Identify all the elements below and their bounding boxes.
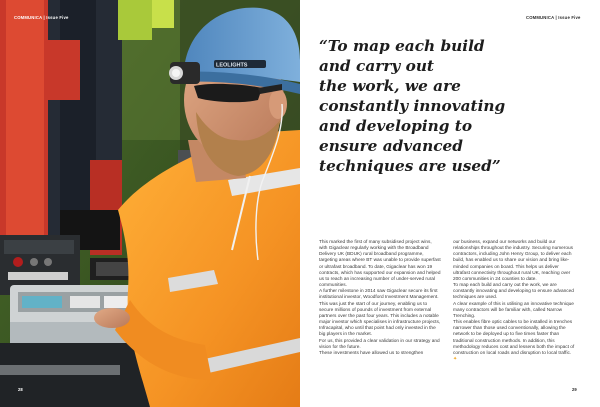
body-paragraph: [453, 320, 575, 363]
pull-quote-line: “To map each build: [319, 37, 485, 55]
body-paragraph: For us, this provided a clear validation in our strategy and vision for the future.: [319, 338, 440, 350]
body-paragraph: A further milestone in 2014 saw Gigaclear secure its first institutional investor, Woodford Investment Management.: [319, 289, 439, 301]
body-paragraph: This marked the first of many subsidised project wins, with Gigaclear regularly working with the Broadband Delivery UK (BDUK) rural broadband programme, targeting areas where BT was unable to provide superfast or ultrafast broadband. To date, Gigaclear has won 19 contracts, which has supported our expansion and helped us to reach an increasing number of under-served rural communities.: [319, 240, 441, 289]
body-paragraph: To map each build and carry out the work, we are constantly innovating and developing to ensure advanced techniques are used.: [453, 283, 574, 301]
pull-quote-line: the work, we are: [319, 77, 461, 95]
body-paragraph: A clear example of this is utilising an innovative technique many contractors will be familiar with, called Narrow Trenching.: [453, 301, 574, 319]
pull-quote-line: constantly innovating: [319, 97, 506, 115]
pull-quote: [319, 36, 569, 176]
helmet-brand: LEOLIGHTS: [216, 62, 248, 69]
body-paragraph-text: This enables fibre optic cables to be installed in trenches narrower than those used conventionally, allowing the network to be deployed up to five times faster than traditional construction methods. In addition, this methodology reduces cost and lessens both the impact of construction on local roads and disruption to local traffic.: [453, 320, 575, 356]
pull-quote-line: and developing to: [319, 117, 473, 135]
end-mark-icon: ✦: [453, 356, 457, 362]
page-number-left: 28: [18, 387, 23, 392]
running-head-right: COMMUNICA | Issue Five: [526, 15, 581, 20]
body-paragraph: our business, expand our networks and build our relationships throughout the industry. Securing numerous contractors, including John Henry Group, to deliver each build, has enabled us to share our vision and bring like-minded companies on board. This helps us deliver ultrafast connectivity throughout rural UK, reaching over 200 communities in 24 counties to date.: [453, 240, 574, 282]
body-column-1: [319, 240, 441, 357]
pull-quote-line: ensure advanced: [319, 137, 463, 155]
pull-quote-line: and carry out: [319, 57, 435, 75]
body-paragraph: These investments have allowed us to strengthen: [319, 350, 424, 356]
pull-quote-line: techniques are used”: [319, 157, 501, 175]
body-paragraph: This was just the start of our journey, enabling us to secure millions of pounds of investment from external partners over the past four years. This includes a notable major investor which specialises in infrastructure projects, Infracapital, who until that point had only invested in the big players in the market.: [319, 301, 441, 338]
page-number-right: 29: [572, 387, 577, 392]
running-head-left: COMMUNICA | Issue Five: [14, 15, 69, 20]
body-column-2: [453, 240, 575, 363]
